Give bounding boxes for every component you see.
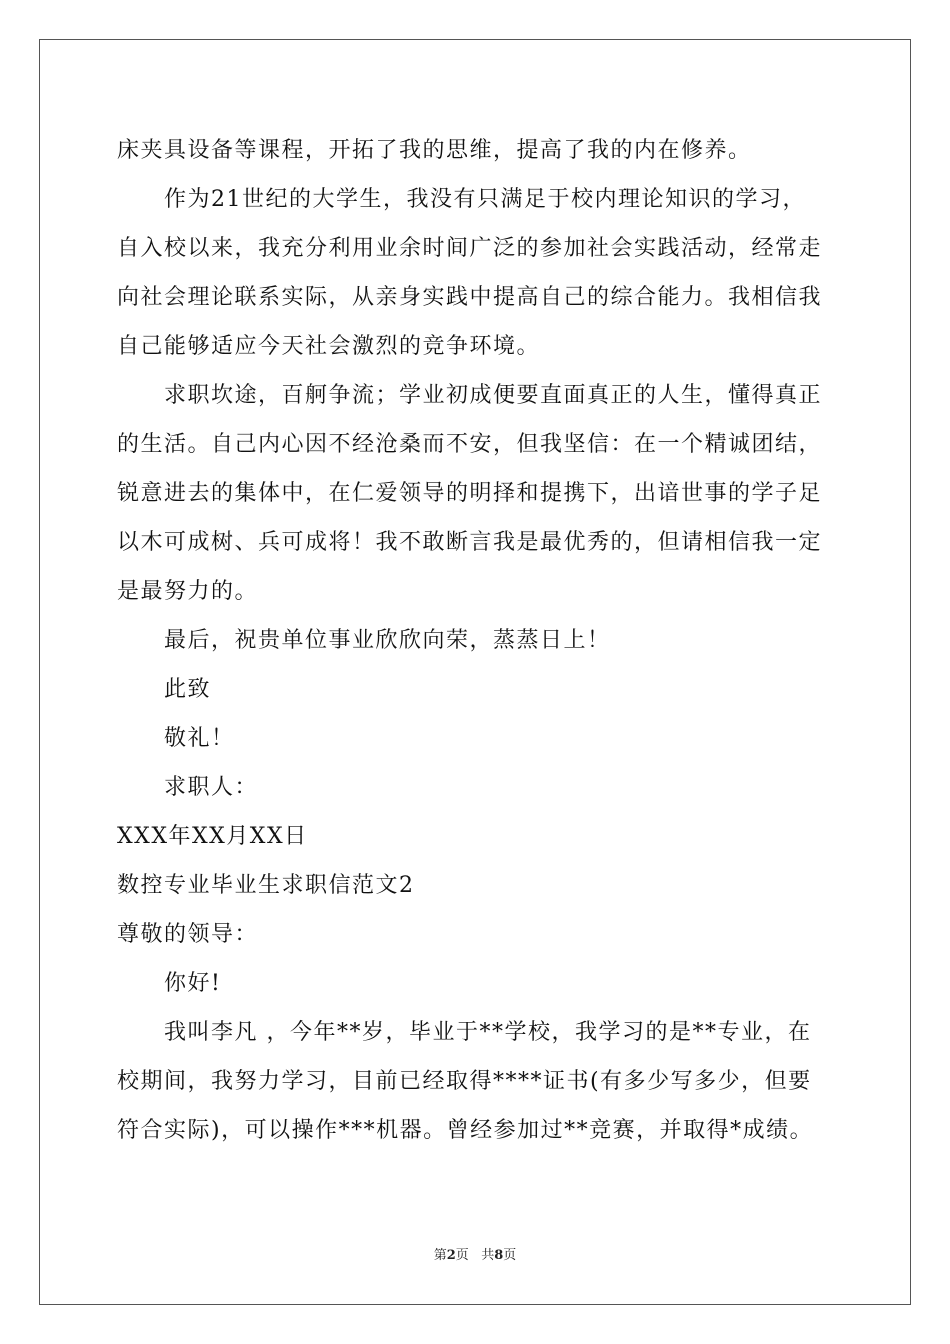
closing-wish: 最后，祝贵单位事业欣欣向荣，蒸蒸日上！ — [164, 628, 611, 653]
text-line: 锐意进去的集体中，在仁爱领导的明择和提携下，出谙世事的学子足 — [117, 481, 823, 506]
page-suffix: 页 — [455, 1248, 469, 1263]
text-line: 的生活。自己内心因不经沧桑而不安，但我坚信：在一个精诚团结， — [117, 432, 823, 457]
salutation-jingli: 敬礼！ — [164, 726, 235, 751]
greeting-recipient: 尊敬的领导： — [117, 922, 259, 947]
text-line: 符合实际)，可以操作***机器。曾经参加过**竞赛，并取得*成绩。 — [117, 1118, 814, 1143]
text-line: 自入校以来，我充分利用业余时间广泛的参加社会实践活动，经常走 — [117, 236, 823, 261]
paragraph-start: 我叫李凡 ，今年**岁，毕业于**学校，我学习的是**专业，在 — [164, 1020, 812, 1045]
text-line: 校期间，我努力学习，目前已经取得****证书(有多少写多少，但要 — [117, 1069, 812, 1094]
applicant-signature: 求职人： — [164, 775, 259, 800]
page-number: 2 — [446, 1248, 456, 1263]
total-pages: 8 — [494, 1248, 504, 1263]
date-line: XXX年XX月XX日 — [117, 824, 308, 849]
text-line: 床夹具设备等课程，开拓了我的思维，提高了我的内在修养。 — [117, 138, 752, 163]
page-prefix: 第 — [433, 1248, 447, 1263]
greeting-hello: 你好! — [164, 971, 222, 996]
text-line: 是最努力的。 — [117, 579, 259, 604]
paragraph-start: 作为21世纪的大学生，我没有只满足于校内理论知识的学习， — [164, 187, 806, 212]
text-line: 自己能够适应今天社会激烈的竞争环境。 — [117, 334, 541, 359]
document-body — [117, 126, 835, 1155]
salutation-cizhi: 此致 — [164, 677, 212, 702]
section-title: 数控专业毕业生求职信范文2 — [117, 873, 415, 898]
paragraph-start: 求职坎途，百舸争流；学业初成便要直面真正的人生，懂得真正 — [164, 383, 823, 408]
total-prefix: 共 — [481, 1248, 495, 1263]
page-footer — [0, 1244, 950, 1263]
text-line: 向社会理论联系实际，从亲身实践中提高自己的综合能力。我相信我 — [117, 285, 823, 310]
text-line: 以木可成树、兵可成将！我不敢断言我是最优秀的，但请相信我一定 — [117, 530, 823, 555]
total-suffix: 页 — [503, 1248, 517, 1263]
